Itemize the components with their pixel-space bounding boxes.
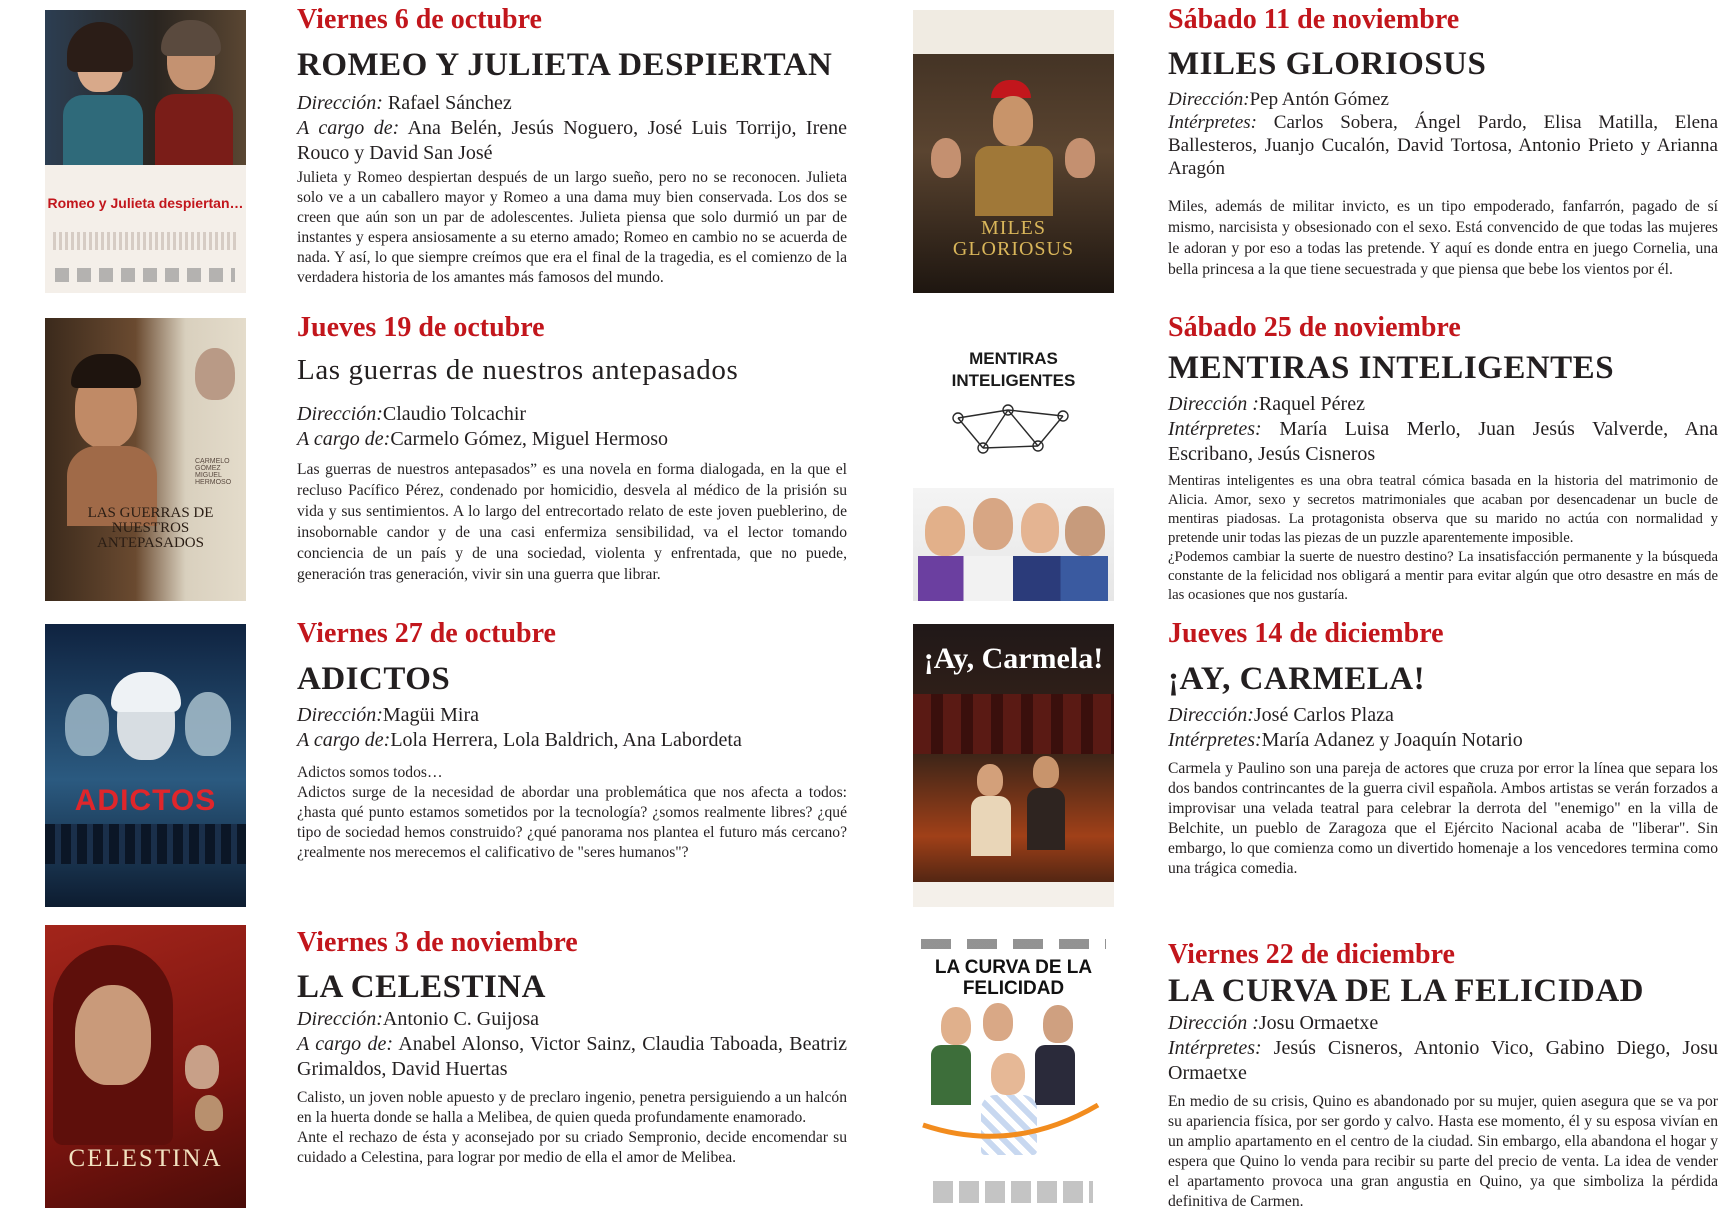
poster-ay-carmela: [913, 624, 1114, 907]
poster-title: LA CURVA DE LA FELICIDAD: [934, 957, 1093, 999]
event-la-celestina: [297, 927, 847, 1168]
poster-mentiras-inteligentes: [913, 318, 1114, 601]
direction-value: Pep Antón Gómez: [1249, 89, 1389, 110]
poster-la-curva: [913, 935, 1114, 1215]
event-las-guerras: [297, 312, 847, 585]
poster-la-celestina: [45, 925, 246, 1208]
direction-value: Rafael Sánchez: [387, 92, 512, 114]
event-title: ADICTOS: [297, 661, 451, 697]
poster-adictos: [45, 624, 246, 907]
poster-title: MILES GLORIOSUS: [952, 217, 1075, 260]
event-date: Sábado 25 de noviembre: [1168, 312, 1461, 343]
cast-label: A cargo de:: [297, 729, 391, 751]
event-description: Mentiras inteligentes es una obra teatral cómica basada en la historia del matrimonio de Alicia. Amor, sexo y secretos matrimoniales que acaban por desencadenar un bucle de mentiras piadosas. La protagonista observa que su marido no actúa con normalidad y pretende unir todas las piezas de un puzzle aparentemente imposible.: [1168, 473, 1718, 546]
event-title: MENTIRAS INTELIGENTES: [1168, 350, 1615, 386]
direction-label: Dirección :: [1168, 393, 1259, 415]
cast-label: Intérpretes:: [1168, 1037, 1262, 1059]
event-description: Julieta y Romeo despiertan después de un largo sueño, pero no se reconocen. Julieta solo ve a un caballero mayor y Romeo a una dama muy bien conservada. Los dos se creen que aún son un par de adolescentes. Julieta piensa que solo durmió un par de instantes y espera ansiosamente a su eterno amado; Romeo en cambio no se acuerda de nada. Y así, lo que siempre creímos que era el final de la tragedia, es el comienzo de la verdadera historia de los amantes más famosos del mundo.: [297, 169, 847, 286]
event-date: Viernes 6 de octubre: [297, 4, 542, 35]
event-description: Ante el rechazo de ésta y aconsejado por su criado Sempronio, decide encomendar su cuidado a Celestina, para lograr por medio de ella el amor de Melibea.: [297, 1129, 847, 1166]
event-description: Miles, además de militar invicto, es un tipo empoderado, fanfarrón, pagado de sí mismo, narcisista y obsesionado con el sexo. Está convencido de que todas las mujeres le adoran y por eso a todas las pretende. Y aquí es donde entra en juego Cornelia, una bella princesa a la que tiene secuestrada y que piensa que bebe los vientos por él.: [1168, 198, 1718, 278]
event-date: Jueves 14 de diciembre: [1168, 618, 1444, 649]
cast-value: Lola Herrera, Lola Baldrich, Ana Labordeta: [390, 729, 742, 751]
poster-miles-gloriosus: [913, 10, 1114, 293]
event-description: Adictos surge de la necesidad de abordar una problemática que nos afecta a todos: ¿hasta qué punto estamos sometidos por la tecnología? ¿somos realmente libres? ¿qué tipo de sociedad hemos construido? ¿qué panorama nos plantea el futuro más cercano? ¿realmente nos merecemos el calificativo de "seres humanos"?: [297, 784, 847, 861]
direction-value: Josu Ormaetxe: [1258, 1012, 1379, 1034]
cast-value: Carmelo Gómez, Miguel Hermoso: [390, 428, 669, 450]
cast-value: Ana Belén, Jesús Noguero, José Luis Torrijo, Irene Rouco y David San José: [297, 117, 847, 164]
event-description: Calisto, un joven noble apuesto y de preclaro ingenio, penetra persiguiendo a un halcón en la huerta donde se halla a Melibea, de quien queda profundamente enamorado.: [297, 1089, 847, 1126]
cast-value: Anabel Alonso, Victor Sainz, Claudia Taboada, Beatriz Grimaldos, David Huertas: [297, 1033, 848, 1080]
event-title: MILES GLORIOSUS: [1168, 46, 1487, 82]
event-mentiras-inteligentes: [1168, 312, 1718, 605]
poster-romeo-y-julieta: [45, 10, 246, 293]
poster-title: ADICTOS: [74, 784, 217, 817]
event-la-curva: [1168, 939, 1718, 1212]
event-adictos: [297, 618, 847, 863]
poster-las-guerras: CARMELO GÓMEZ MIGUEL HERMOSO LAS GUERRAS DE NUESTROS ANTEPASADOS: [45, 318, 246, 601]
direction-value: Antonio C. Guijosa: [382, 1008, 540, 1030]
event-description: Carmela y Paulino son una pareja de actores que cruza por error la línea que separa los dos bandos contrincantes de la guerra civil española. Ambos artistas se verán forzados a improvisar una velada teatral para celebrar la derrota del "enemigo" en la villa de Belchite, un pueblo de Zaragoza que el Ejército Nacional acaba de "liberar". Sin embargo, lo que comienza como un divertido homenaje a los vencedores termina como una trágica comedia.: [1168, 760, 1718, 877]
direction-label: Dirección :: [1168, 1012, 1259, 1034]
cast-value: Carlos Sobera, Ángel Pardo, Elisa Matilla, Elena Ballesteros, Juanjo Cucalón, David Tortosa, Antonio Prieto y Arianna Aragón: [1168, 112, 1719, 179]
direction-label: Dirección:: [1168, 89, 1250, 110]
direction-label: Dirección:: [1168, 704, 1254, 726]
poster-title: CELESTINA: [68, 1145, 223, 1172]
direction-value: Claudio Tolcachir: [382, 403, 527, 425]
poster-title: MENTIRAS INTELIGENTES: [951, 349, 1076, 390]
poster-title: LAS GUERRAS DE NUESTROS ANTEPASADOS: [87, 505, 214, 551]
poster-title: ¡Ay, Carmela!: [923, 642, 1104, 675]
cast-value: María Adanez y Joaquín Notario: [1261, 729, 1523, 751]
event-ay-carmela: [1168, 618, 1718, 879]
event-title: LA CURVA DE LA FELICIDAD: [1168, 973, 1644, 1009]
cast-label: A cargo de:: [297, 1033, 394, 1055]
poster-network-diagram: [913, 388, 1114, 478]
event-title: ROMEO Y JULIETA DESPIERTAN: [297, 47, 833, 83]
direction-value: Magüi Mira: [382, 704, 479, 726]
event-date: Viernes 27 de octubre: [297, 618, 556, 649]
cast-label: Intérpretes:: [1168, 729, 1262, 751]
direction-value: José Carlos Plaza: [1253, 704, 1394, 726]
event-date: Sábado 11 de noviembre: [1168, 4, 1460, 35]
event-date: Viernes 22 de diciembre: [1168, 939, 1455, 970]
event-description: ¿Podemos cambiar la suerte de nuestro destino? La insatisfacción permanente y la búsqueda constante de la felicidad nos obligará a mentir para evitar algún que otro desastre en más de las ocasiones que nos gustaría.: [1168, 549, 1718, 603]
event-romeo-y-julieta: [297, 4, 847, 288]
event-title: Las guerras de nuestros antepasados: [297, 354, 739, 386]
event-description: Las guerras de nuestros antepasados” es una novela en forma dialogada, en la que el recluso Pacífico Pérez, condenado por homicidio, desvela al médico de la prisión su vida y sus sentimientos. A lo largo del entrecortado relato de este joven pueblerino, de insobornable candor y de una casi enfermiza sensibilidad, va el lector tomando conciencia de un país y de una sociedad, violenta y enfrentada, que no puede, generación tras generación, vivir sin una guerra que librar.: [297, 461, 847, 583]
poster-title: Romeo y Julieta despiertan…: [47, 195, 244, 211]
event-description: En medio de su crisis, Quino es abandonado por su mujer, quien asegura que se va por su apariencia física, por ser gordo y calvo. Hasta ese momento, él y su esposa vivían en un amplio apartamento en el centro de la ciudad. Sin embargo, ella abandona el hogar y espera que Quino lo venda para recibir su parte del precio de venta. La idea de vender el apartamento provoca una gran angustia en Quino, ya que simboliza la pérdida definitiva de Carmen.: [1168, 1093, 1718, 1210]
direction-label: Dirección:: [297, 92, 383, 114]
direction-label: Dirección:: [297, 403, 383, 425]
event-title: ¡AY, CARMELA!: [1168, 661, 1426, 697]
cast-label: A cargo de:: [297, 117, 400, 139]
direction-label: Dirección:: [297, 1008, 383, 1030]
event-description: Adictos somos todos…: [297, 764, 443, 781]
cast-label: A cargo de:: [297, 428, 391, 450]
cast-value: Jesús Cisneros, Antonio Vico, Gabino Diego, Josu Ormaetxe: [1168, 1037, 1718, 1084]
event-date: Viernes 3 de noviembre: [297, 927, 578, 958]
direction-label: Dirección:: [297, 704, 383, 726]
event-date: Jueves 19 de octubre: [297, 312, 545, 343]
event-title: LA CELESTINA: [297, 969, 547, 1005]
direction-value: Raquel Pérez: [1258, 393, 1365, 415]
cast-value: María Luisa Merlo, Juan Jesús Valverde, Ana Escribano, Jesús Cisneros: [1168, 418, 1718, 465]
event-miles-gloriosus: [1168, 4, 1718, 280]
poster-curve: [913, 1085, 1114, 1145]
cast-label: Intérpretes:: [1168, 112, 1257, 133]
cast-label: Intérpretes:: [1168, 418, 1262, 440]
